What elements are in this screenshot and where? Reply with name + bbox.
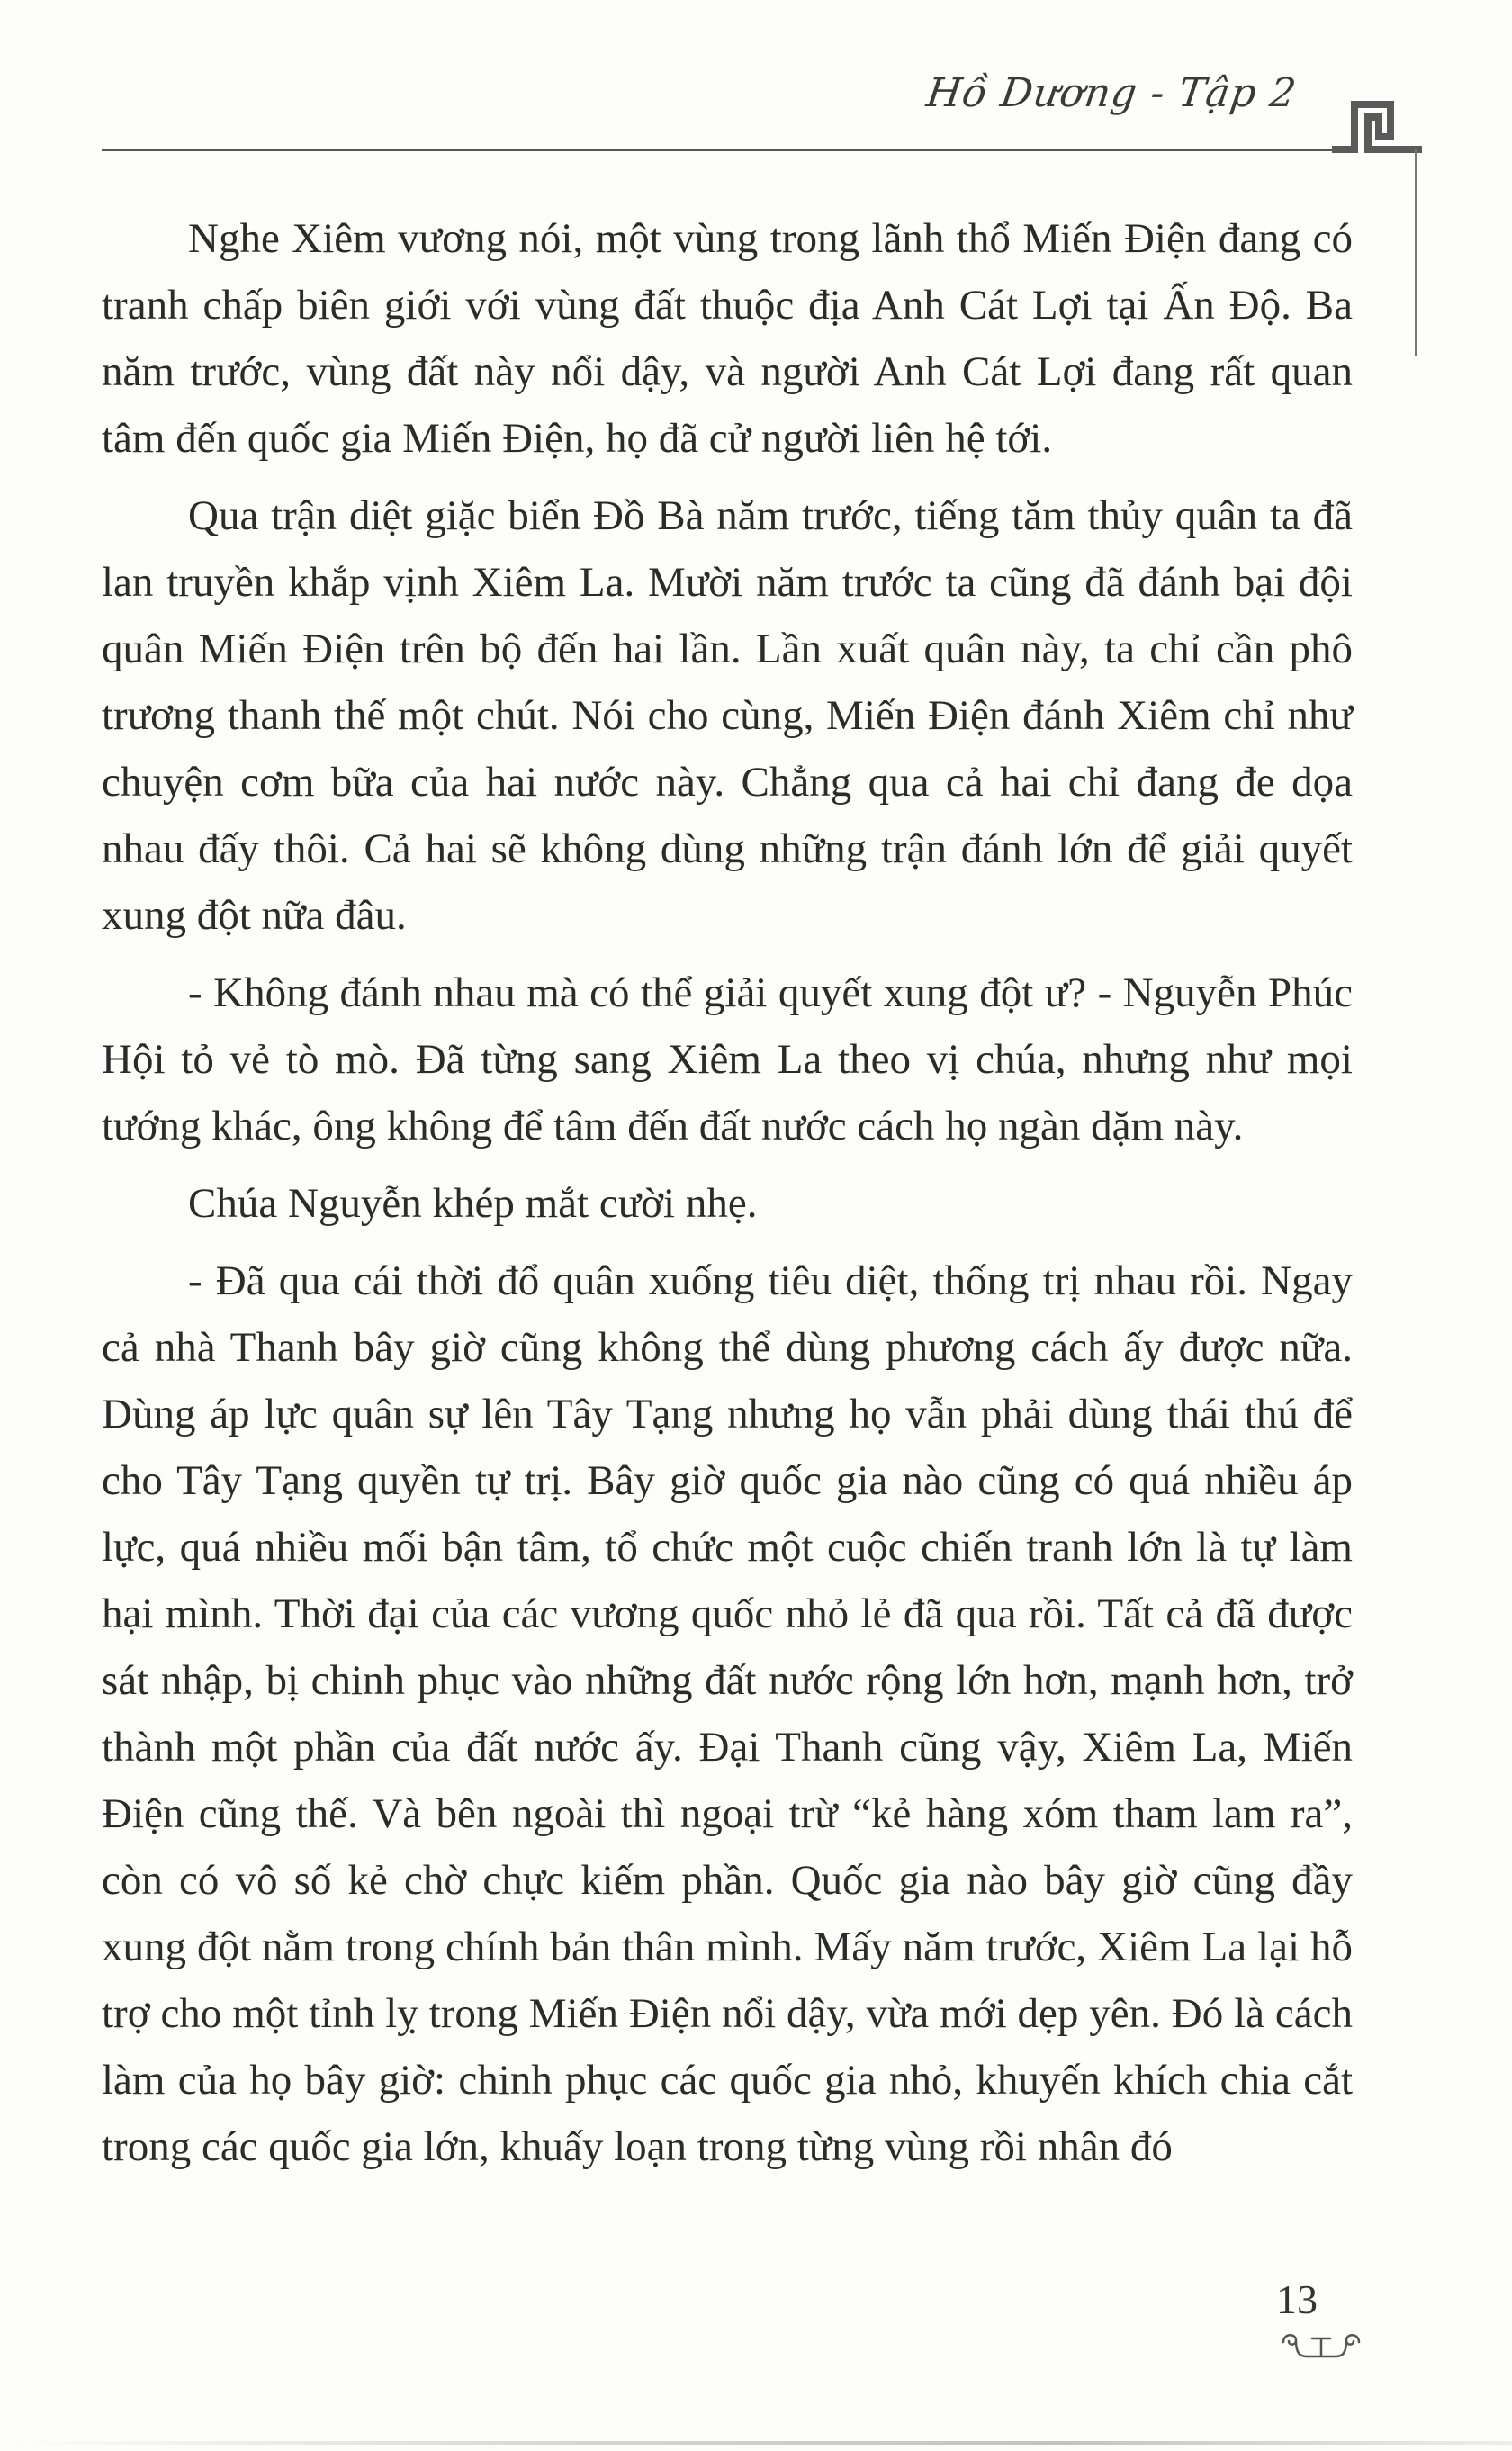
page-bottom-edge xyxy=(0,2441,1512,2445)
paragraph: Chúa Nguyễn khép mắt cười nhẹ. xyxy=(188,1180,758,1227)
paragraph: - Đã qua cái thời đổ quân xuống tiêu diệt, thống trị nhau rồi. Ngay cả nhà Thanh bây giờ cũng không thể dùng phương cách ấy được nữa. Dùng áp lực quân sự lên Tây Tạng nhưng họ vẫn phải dùng thái thú để cho Tây Tạng quyền tự trị. Bây giờ quốc gia nào cũng có quá nhiều áp lực, quá nhiều mối bận tâm, tổ chức một cuộc chiến tranh lớn là tự làm hại mình. Thời đại của các vương quốc nhỏ lẻ đã qua rồi. Tất cả đã được sát nhập, bị chinh phục vào những đất nước rộng lớn hơn, mạnh hơn, trở thành một phần của đất nước ấy. Đại Thanh cũng vậy, Xiêm La, Miến Điện cũng thế. Và bên ngoài thì ngoại trừ “kẻ hàng xóm tham lam ra”, còn có vô số kẻ chờ chực kiếm phần. Quốc gia nào bây giờ cũng đầy xung đột nằm trong chính bản thân mình. Mấy năm trước, Xiêm La lại hỗ trợ cho một tỉnh lỵ trong Miến Điện nổi dậy, vừa mới dẹp yên. Đó là cách làm của họ bây giờ: chinh phục các quốc gia nhỏ, khuyến khích chia cắt trong các quốc gia lớn, khuấy loạn trong từng vùng rồi nhân đó xyxy=(102,1257,1353,2170)
side-border-line xyxy=(1415,149,1417,356)
paragraph: - Không đánh nhau mà có thể giải quyết xung đột ư? - Nguyễn Phúc Hội tỏ vẻ tò mò. Đã từng sang Xiêm La theo vị chúa, nhưng như mọi tướng khác, ông không để tâm đến đất nước cách họ ngàn dặm này. xyxy=(102,969,1353,1149)
greek-key-ornament-icon xyxy=(1332,101,1422,153)
scroll-ornament-icon xyxy=(1280,2331,1363,2360)
page-body xyxy=(102,205,1353,2191)
page-number: 13 xyxy=(1276,2276,1318,2322)
header-divider xyxy=(102,149,1346,151)
paragraph: Qua trận diệt giặc biển Đồ Bà năm trước, tiếng tăm thủy quân ta đã lan truyền khắp vịnh Xiêm La. Mười năm trước ta cũng đã đánh bại đội quân Miến Điện trên bộ đến hai lần. Lần xuất quân này, ta chỉ cần phô trương thanh thế một chút. Nói cho cùng, Miến Điện đánh Xiêm chỉ như chuyện cơm bữa của hai nước này. Chẳng qua cả hai chỉ đang đe dọa nhau đấy thôi. Cả hai sẽ không dùng những trận đánh lớn để giải quyết xung đột nữa đâu. xyxy=(102,492,1353,939)
book-title-header: Hồ Dương - Tập 2 xyxy=(923,70,1300,116)
paragraph: Nghe Xiêm vương nói, một vùng trong lãnh thổ Miến Điện đang có tranh chấp biên giới với vùng đất thuộc địa Anh Cát Lợi tại Ấn Độ. Ba năm trước, vùng đất này nổi dậy, và người Anh Cát Lợi đang rất quan tâm đến quốc gia Miến Điện, họ đã cử người liên hệ tới. xyxy=(102,215,1353,462)
